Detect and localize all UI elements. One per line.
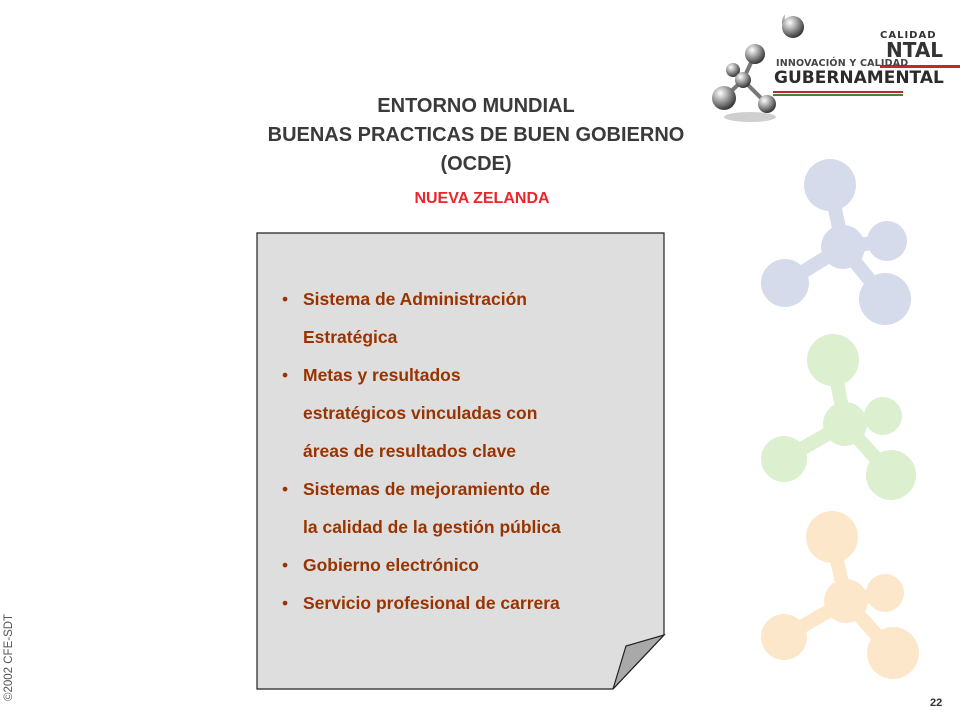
list-item	[282, 546, 642, 584]
bullet-line: Gobierno electrónico	[303, 555, 479, 575]
bullet-dot: •	[282, 593, 289, 613]
molecule-blue-icon	[761, 159, 911, 325]
title-line1: ENTORNO MUNDIAL	[377, 95, 575, 117]
bullet-dot: •	[282, 365, 289, 385]
title-line2: BUENAS PRACTICAS DE BUEN GOBIERNO	[267, 124, 685, 146]
subtitle-text: NUEVA ZELANDA	[414, 190, 550, 207]
bullet-line: Estratégica	[303, 327, 398, 347]
logo-line1: INNOVACIÓN Y CALIDAD	[776, 58, 909, 69]
logo-sphere-icon	[780, 14, 806, 40]
slide-title	[0, 92, 960, 179]
logo-line2: GUBERNAMENTAL	[774, 68, 944, 88]
bullet-line: Servicio profesional de carrera	[303, 593, 560, 613]
page-number: 22	[930, 697, 943, 709]
molecule-decorations	[740, 150, 940, 690]
bullet-line: Sistema de Administración	[303, 289, 527, 309]
bullet-line: la calidad de la gestión pública	[303, 517, 561, 537]
slide-subtitle	[0, 190, 960, 208]
title-line3: (OCDE)	[440, 153, 512, 175]
logo-back-line1: CALIDAD	[880, 30, 937, 41]
bullet-list	[282, 280, 642, 622]
bullet-dot: •	[282, 555, 289, 575]
bullet-line: Sistemas de mejoramiento de	[303, 479, 551, 499]
logo-back-line2: NTAL	[886, 38, 944, 62]
list-item	[282, 280, 642, 356]
bullet-dot: •	[282, 289, 289, 309]
list-item	[282, 584, 642, 622]
bullet-line: Metas y resultados	[303, 365, 461, 385]
bullet-line: áreas de resultados clave	[303, 441, 517, 461]
bullet-dot: •	[282, 479, 289, 499]
molecule-orange-icon	[761, 511, 919, 679]
copyright-note: ©2002 CFE-SDT	[3, 613, 15, 701]
list-item	[282, 356, 642, 470]
bullet-line: estratégicos vinculadas con	[303, 403, 538, 423]
molecule-green-icon	[761, 334, 916, 500]
list-item	[282, 470, 642, 546]
